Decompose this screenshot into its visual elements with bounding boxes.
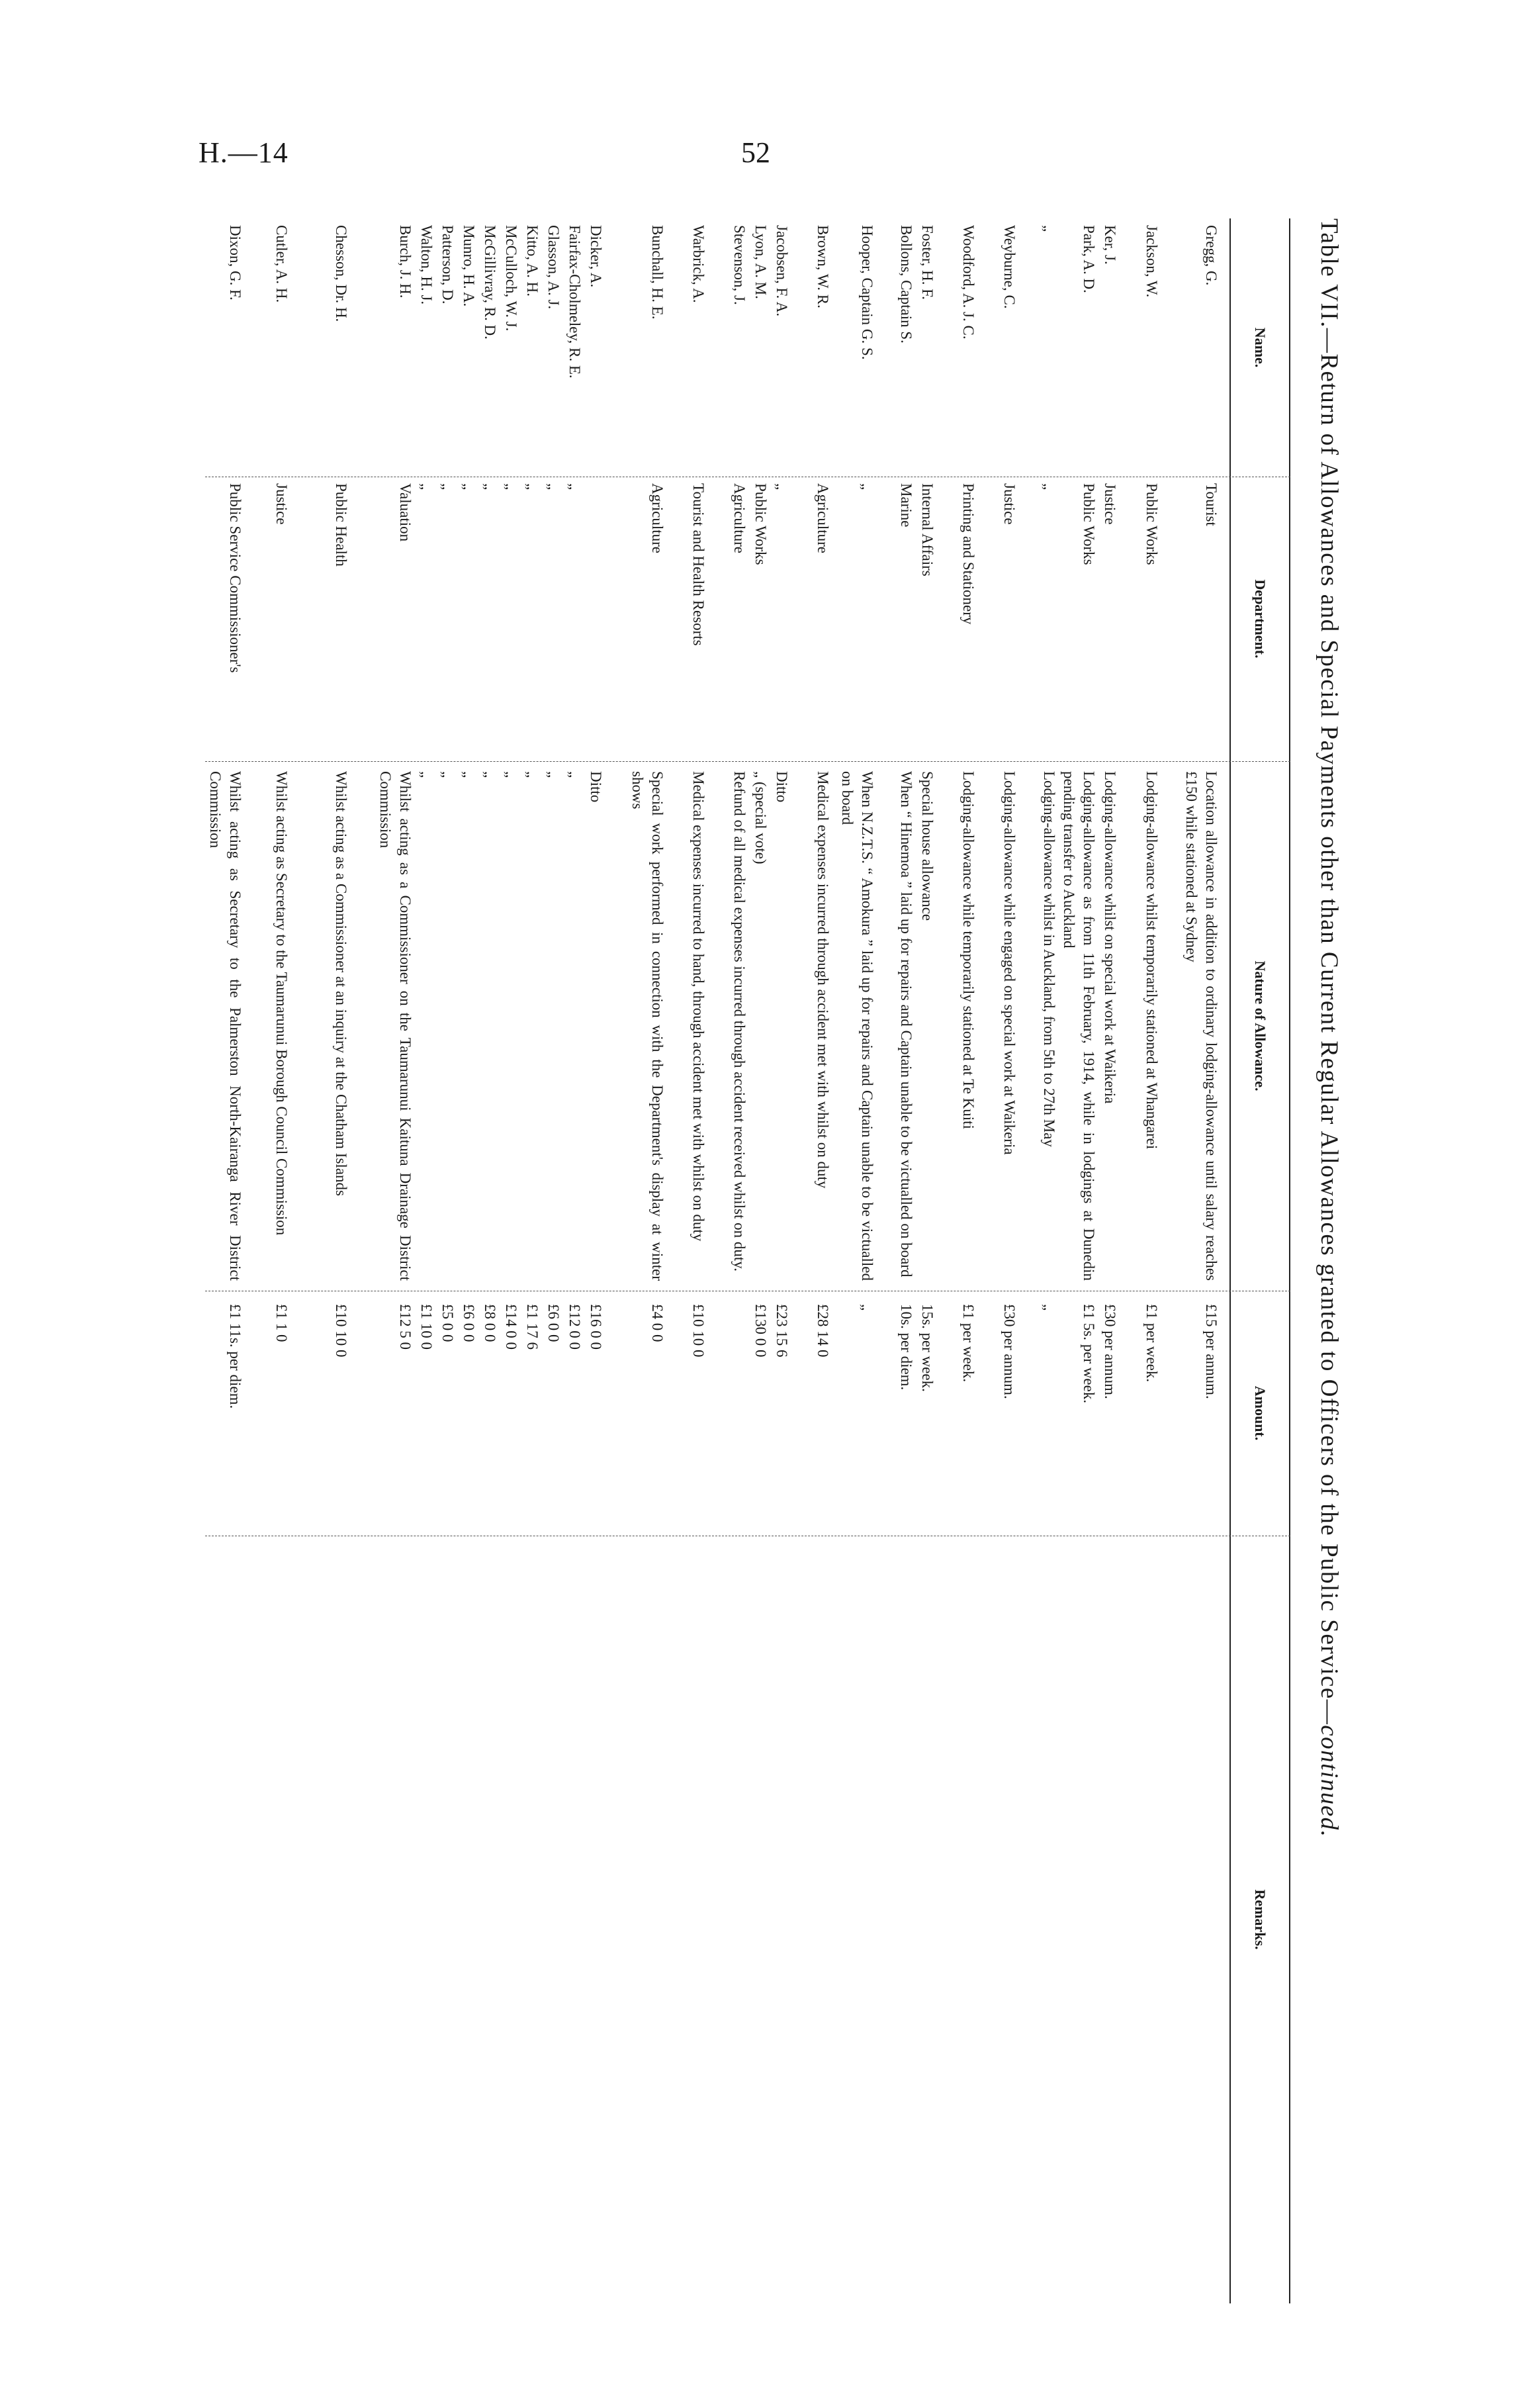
row-nature: Special house allowance	[919, 771, 936, 921]
row-name: Warbrick, A.	[690, 225, 707, 303]
row-department: Public Health	[333, 483, 349, 567]
row-amount: £1 17 6	[524, 1304, 541, 1350]
row-department: „	[545, 483, 562, 490]
row-amount: £6 0 0	[545, 1304, 562, 1342]
row-department: „	[461, 483, 477, 490]
table-title-continued: continued.	[1315, 1725, 1343, 1838]
header-name: Name.	[1229, 218, 1290, 477]
row-name: Jacobsen, F. A.	[774, 225, 790, 317]
row-nature: Refund of all medical expenses incurred through accident received whilst on duty.	[731, 771, 748, 1272]
header-remarks: Remarks.	[1229, 1536, 1290, 2303]
row-name: McGillivray, R. D.	[482, 225, 498, 340]
row-nature: „	[461, 771, 477, 778]
row-name: Jackson, W.	[1143, 225, 1160, 298]
header-amount: Amount.	[1229, 1291, 1290, 1536]
row-department: „	[859, 483, 875, 490]
row-department: „	[774, 483, 790, 490]
row-nature: Ditto	[774, 771, 790, 803]
row-nature: „	[545, 771, 562, 778]
page-number: 52	[741, 136, 770, 169]
row-department: „	[1041, 483, 1057, 490]
row-nature: Lodging-allowance while engaged on special work at Waikeria	[1001, 771, 1018, 1155]
row-amount: £1 11s. per diem.	[227, 1304, 244, 1409]
row-nature: Medical expenses incurred to hand, through accident met with whilst on duty	[690, 771, 707, 1242]
row-amount: £1 per week.	[1143, 1304, 1160, 1383]
row-name: Cutler, A. H.	[273, 225, 290, 303]
row-department: Justice	[273, 483, 290, 525]
row-name: Burch, J. H.	[397, 225, 414, 299]
row-department: Marine	[898, 483, 914, 528]
row-nature: „	[482, 771, 498, 778]
row-nature: „	[566, 771, 583, 778]
row-name: Chesson, Dr. H.	[333, 225, 349, 322]
row-amount: £16 0 0	[588, 1304, 604, 1350]
row-nature: „ (special vote)	[752, 771, 769, 864]
row-nature: Whilst acting as Secretary to the Palmerston North-Kairanga River District Commission	[207, 771, 244, 1281]
row-nature: Lodging-allowance whilst temporarily stationed at Whangarei	[1143, 771, 1160, 1150]
row-department: Public Works	[752, 483, 769, 565]
row-amount: £8 0 0	[482, 1304, 498, 1342]
row-name: Ker, J.	[1102, 225, 1118, 265]
table-title-text: Table VII.—Return of Allowances and Special Payments other than Current Regular Allowances granted to Officers of the Public Service—	[1315, 218, 1343, 1726]
row-name: Dicker, A.	[588, 225, 604, 288]
row-department: Justice	[1102, 483, 1118, 525]
row-amount: £1 10 0	[418, 1304, 435, 1350]
row-department: Tourist and Health Resorts	[690, 483, 707, 646]
rotated-table	[179, 218, 1343, 2303]
row-nature: Whilst acting as a Commissioner at an inquiry at the Chatham Islands	[333, 771, 349, 1196]
row-name: Gregg, G.	[1203, 225, 1220, 286]
row-nature: Whilst acting as a Commissioner on the Taumarunui Kaituna Drainage District Commission	[377, 771, 414, 1281]
row-nature: Special work performed in connection with the Department's display at winter shows	[629, 771, 666, 1281]
row-amount: £1 per week.	[960, 1304, 977, 1383]
row-amount: 15s. per week.	[919, 1304, 936, 1392]
row-nature: When “ Hinemoa ” laid up for repairs and Captain unable to be victualled on board	[898, 771, 914, 1277]
row-name: Bunchall, H. E.	[649, 225, 666, 320]
row-name: Brown, W. R.	[815, 225, 831, 308]
row-department: „	[418, 483, 435, 490]
row-department: Agriculture	[649, 483, 666, 554]
row-name: „	[1041, 225, 1057, 232]
row-department: Public Works	[1081, 483, 1097, 565]
row-department: Justice	[1001, 483, 1018, 525]
row-name: Hooper, Captain G. S.	[859, 225, 875, 360]
row-amount: £14 0 0	[503, 1304, 519, 1350]
table-title	[1315, 218, 1343, 2303]
row-department: Public Service Commissioner's	[227, 483, 244, 673]
row-department: Tourist	[1203, 483, 1220, 526]
row-amount: £10 10 0	[690, 1304, 707, 1358]
row-name: Stevenson, J.	[731, 225, 748, 305]
row-department: „	[524, 483, 541, 490]
row-nature: Medical expenses incurred through accident met with whilst on duty	[815, 771, 831, 1189]
page-reference: H.—14	[199, 136, 289, 169]
row-name: Fairfax-Cholmeley, R. E.	[566, 225, 583, 379]
row-amount: £30 per annum.	[1102, 1304, 1118, 1399]
row-nature: Lodging-allowance whilst on special work at Waikeria	[1102, 771, 1118, 1104]
row-nature: Location allowance in addition to ordinary lodging-allowance until salary reaches £150 while stationed at Sydney	[1183, 771, 1220, 1281]
row-name: Walton, H. J.	[418, 225, 435, 305]
row-department: Printing and Stationery	[960, 483, 977, 625]
row-name: Glasson, A. J.	[545, 225, 562, 310]
row-nature: „	[503, 771, 519, 778]
row-name: Dixon, G. F.	[227, 225, 244, 301]
row-amount: £6 0 0	[461, 1304, 477, 1342]
row-nature: When N.Z.T.S. “ Amokura ” laid up for repairs and Captain unable to be victualled on board	[839, 771, 875, 1281]
row-nature: Whilst acting as Secretary to the Taumarunui Borough Council Commission	[273, 771, 290, 1236]
row-amount: £23 15 6	[774, 1304, 790, 1358]
header-nature: Nature of Allowance.	[1229, 761, 1290, 1291]
row-name: Foster, H. F.	[919, 225, 936, 300]
row-nature: Lodging-allowance whilst in Auckland, from 5th to 27th May	[1041, 771, 1057, 1147]
row-amount: £28 14 0	[815, 1304, 831, 1358]
row-department: Valuation	[397, 483, 414, 542]
row-name: Lyon, A. M.	[752, 225, 769, 299]
row-name: Park, A. D.	[1081, 225, 1097, 293]
row-department: Agriculture	[731, 483, 748, 554]
row-name: Weyburne, C.	[1001, 225, 1018, 309]
row-amount: £30 per annum.	[1001, 1304, 1018, 1399]
row-amount: £1 5s. per week.	[1081, 1304, 1097, 1404]
row-amount: £4 0 0	[649, 1304, 666, 1342]
row-department: Public Works	[1143, 483, 1160, 565]
row-amount: £12 0 0	[566, 1304, 583, 1350]
row-amount: 10s. per diem.	[898, 1304, 914, 1391]
row-name: Kitto, A. H.	[524, 225, 541, 297]
row-name: Patterson, D.	[439, 225, 456, 304]
row-nature: „	[439, 771, 456, 778]
row-name: McCulloch, W. J.	[503, 225, 519, 332]
row-name: Munro, H. A.	[461, 225, 477, 307]
row-amount: £10 10 0	[333, 1304, 349, 1358]
row-nature: Ditto	[588, 771, 604, 803]
row-department: Internal Affairs	[919, 483, 936, 577]
row-amount: £130 0 0	[752, 1304, 769, 1358]
row-nature: „	[524, 771, 541, 778]
row-department: „	[439, 483, 456, 490]
row-amount: £5 0 0	[439, 1304, 456, 1342]
row-amount: £12 5 0	[397, 1304, 414, 1350]
row-name: Woodford, A. J. C.	[960, 225, 977, 340]
row-department: „	[503, 483, 519, 490]
row-amount: „	[859, 1304, 875, 1311]
row-nature: Lodging-allowance while temporarily stationed at Te Kuiti	[960, 771, 977, 1129]
header-department: Department.	[1229, 477, 1290, 761]
row-department: „	[482, 483, 498, 490]
row-amount: „	[1041, 1304, 1057, 1311]
row-nature: Lodging-allowance as from 11th February, 1914, while in lodgings at Dunedin pending transfer to Auckland	[1061, 771, 1097, 1281]
row-name: Bollons, Captain S.	[898, 225, 914, 344]
row-department: Agriculture	[815, 483, 831, 554]
row-department: „	[566, 483, 583, 490]
row-nature: „	[418, 771, 435, 778]
column-divider	[205, 761, 1290, 762]
row-amount: £1 1 0	[273, 1304, 290, 1342]
row-amount: £15 per annum.	[1203, 1304, 1220, 1399]
